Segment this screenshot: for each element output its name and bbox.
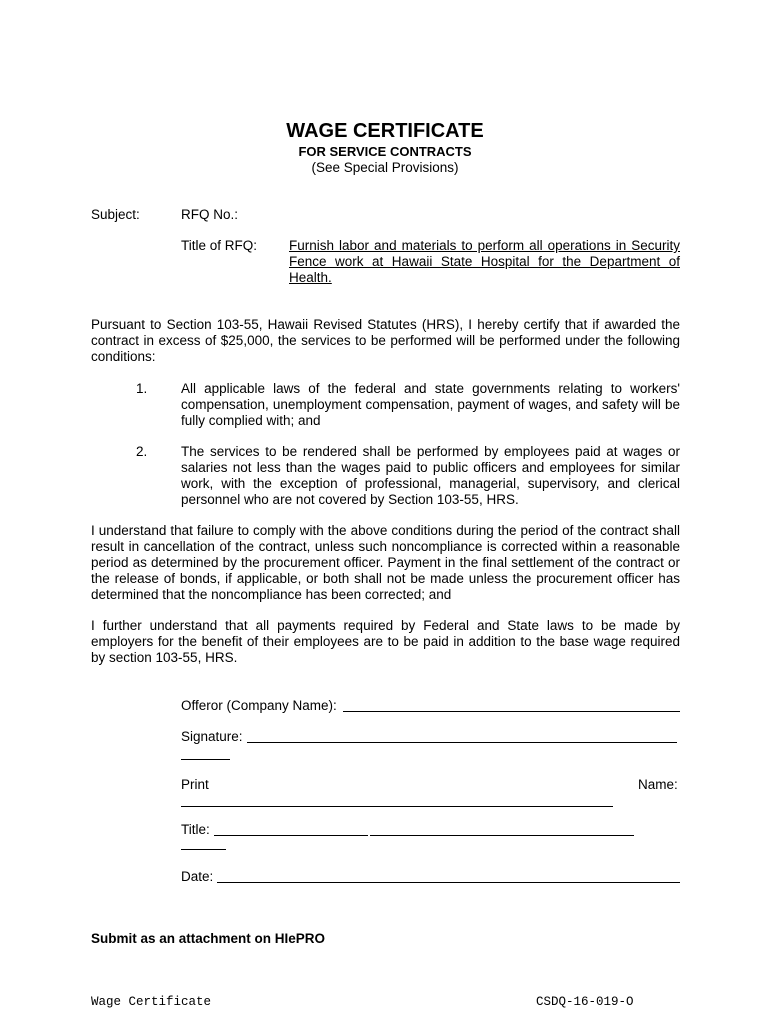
- understanding-paragraph-2: I further understand that all payments required by Federal and State laws to be made by employers for the benefit of their employees are to be paid in addition to the base wage required by section 103-55, HRS.: [91, 618, 680, 665]
- submit-note: Submit as an attachment on HIePRO: [91, 931, 326, 946]
- condition-number: 2.: [136, 444, 148, 459]
- date-label: Date:: [181, 869, 214, 884]
- rfq-no-label: RFQ No.:: [181, 207, 239, 222]
- special-provisions-note: (See Special Provisions): [311, 160, 459, 175]
- subject-label: Subject:: [91, 207, 140, 222]
- title-line[interactable]: [214, 835, 368, 836]
- rfq-title-label: Title of RFQ:: [181, 238, 258, 253]
- title-line-continued: [181, 849, 226, 850]
- footer-left: Wage Certificate: [91, 995, 212, 1009]
- signature-line[interactable]: [247, 742, 677, 743]
- offeror-line[interactable]: [343, 711, 680, 712]
- signature-line-continued: [181, 759, 230, 760]
- condition-text: All applicable laws of the federal and state governments relating to workers' compensation, unemployment compensation, payment of wages, and safety will be fully complied with; and: [181, 381, 680, 428]
- document-subtitle: FOR SERVICE CONTRACTS: [298, 144, 472, 159]
- condition-number: 1.: [136, 381, 148, 396]
- footer-right: CSDQ-16-019-O: [536, 995, 634, 1009]
- condition-text: The services to be rendered shall be performed by employees paid at wages or salaries not less than the wages paid to public officers and employees for similar work, with the exception of professional, managerial, supervisory, and clerical personnel who are not covered by Section 103-55, HRS.: [181, 444, 680, 507]
- document-title: WAGE CERTIFICATE: [286, 120, 484, 142]
- offeror-label: Offeror (Company Name):: [181, 698, 337, 713]
- date-line[interactable]: [217, 882, 680, 883]
- title-label: Title:: [181, 822, 210, 837]
- name-label: Name:: [638, 777, 678, 792]
- intro-paragraph: Pursuant to Section 103-55, Hawaii Revised Statutes (HRS), I hereby certify that if awarded the contract in excess of $25,000, the services to be performed will be performed under the following conditions:: [91, 317, 680, 364]
- title-line-extension: [370, 835, 634, 836]
- print-name-line[interactable]: [181, 806, 613, 807]
- understanding-paragraph-1: I understand that failure to comply with the above conditions during the period of the contract shall result in cancellation of the contract, unless such noncompliance is corrected within a reasonable period as determined by the procurement officer. Payment in the final settlement of the contract or the release of bonds, if applicable, or both shall not be made unless the procurement officer has determined that the noncompliance has been corrected; and: [91, 523, 680, 602]
- signature-label: Signature:: [181, 729, 243, 744]
- print-label: Print: [181, 777, 209, 792]
- rfq-title-text: Furnish labor and materials to perform all operations in Security Fence work at Hawaii State Hospital for the Department of Health.: [289, 238, 680, 285]
